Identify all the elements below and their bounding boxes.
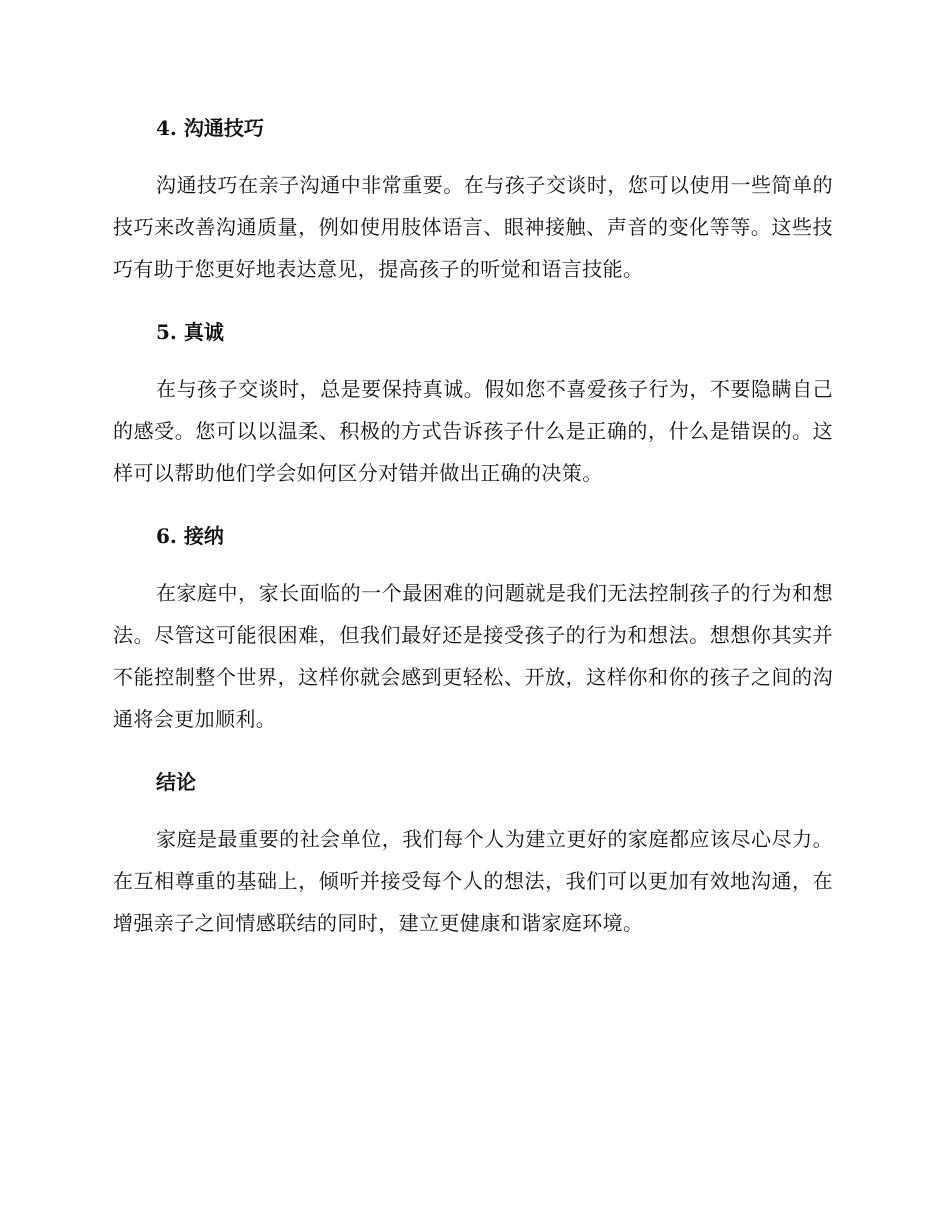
section-communication-skills (113, 110, 833, 290)
section-heading: 6. 接纳 (156, 524, 224, 548)
section-heading: 4. 沟通技巧 (156, 116, 264, 140)
section-sincerity (113, 314, 833, 494)
section-acceptance (113, 518, 833, 740)
section-heading: 结论 (156, 770, 196, 794)
section-paragraph: 在家庭中，家长面临的一个最困难的问题就是我们无法控制孩子的行为和想法。尽管这可能很困难，但我们最好还是接受孩子的行为和想法。想想你其实并不能控制整个世界，这样你就会感到更轻松、开放，这样你和你的孩子之间的沟通将会更加顺利。 (113, 581, 833, 731)
section-paragraph: 在与孩子交谈时，总是要保持真诚。假如您不喜爱孩子行为，不要隐瞒自己的感受。您可以以温柔、积极的方式告诉孩子什么是正确的，什么是错误的。这样可以帮助他们学会如何区分对错并做出正确的决策。 (113, 377, 833, 485)
section-conclusion (113, 764, 833, 944)
section-paragraph: 家庭是最重要的社会单位，我们每个人为建立更好的家庭都应该尽心尽力。在互相尊重的基础上，倾听并接受每个人的想法，我们可以更加有效地沟通，在增强亲子之间情感联结的同时，建立更健康和谐家庭环境。 (113, 827, 833, 935)
section-heading: 5. 真诚 (156, 320, 224, 344)
section-paragraph: 沟通技巧在亲子沟通中非常重要。在与孩子交谈时，您可以使用一些简单的技巧来改善沟通质量，例如使用肢体语言、眼神接触、声音的变化等等。这些技巧有助于您更好地表达意见，提高孩子的听觉和语言技能。 (113, 173, 833, 281)
document-content (113, 110, 833, 944)
